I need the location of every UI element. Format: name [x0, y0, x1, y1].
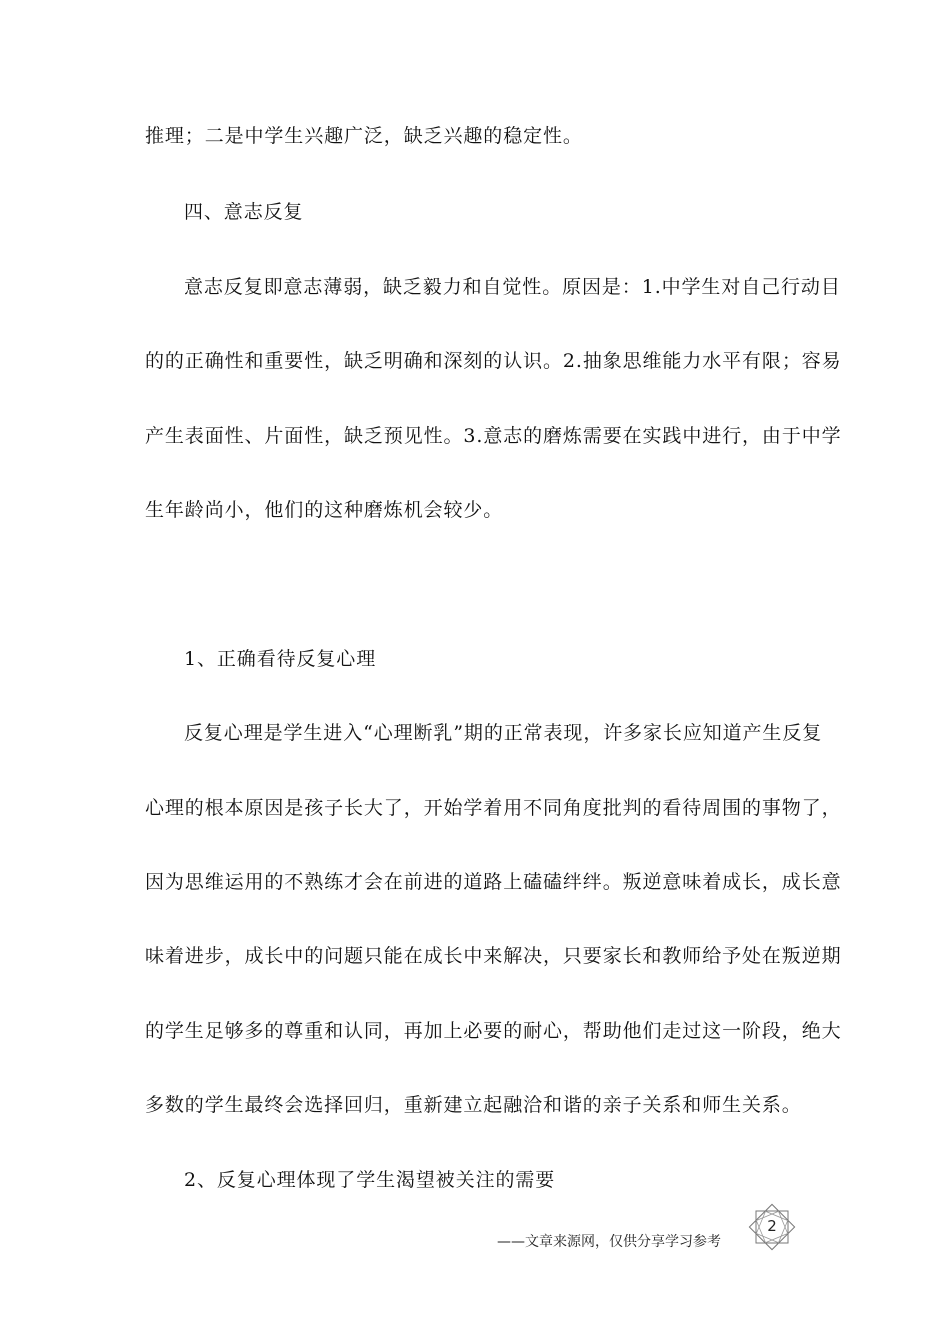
section-heading: 四、意志反复: [184, 201, 304, 223]
paragraph-line: 的的正确性和重要性，缺乏明确和深刻的认识。2.抽象思维能力水平有限；容易: [145, 350, 842, 372]
paragraph-line: 产生表面性、片面性，缺乏预见性。3.意志的磨炼需要在实践中进行，由于中学: [145, 425, 842, 447]
subsection-heading: 2、反复心理体现了学生渴望被关注的需要: [184, 1169, 556, 1191]
paragraph-line: 意志反复即意志薄弱，缺乏毅力和自觉性。原因是：1.中学生对自己行动目: [184, 276, 841, 298]
paragraph-line: 心理的根本原因是孩子长大了，开始学着用不同角度批判的看待周围的事物了，: [145, 797, 842, 819]
paragraph-line: 反复心理是学生进入“心理断乳”期的正常表现，许多家长应知道产生反复: [184, 722, 823, 744]
paragraph-line: 多数的学生最终会选择回归，重新建立起融洽和谐的亲子关系和师生关系。: [145, 1094, 802, 1116]
paragraph-line: 生年龄尚小，他们的这种磨炼机会较少。: [145, 499, 504, 521]
page-number: 2: [767, 1217, 777, 1235]
paragraph-line: 味着进步，成长中的问题只能在成长中来解决，只要家长和教师给予处在叛逆期: [145, 945, 842, 967]
paragraph-line: 因为思维运用的不熟练才会在前进的道路上磕磕绊绊。叛逆意味着成长，成长意: [145, 871, 842, 893]
page-number-badge: [748, 1203, 796, 1251]
subsection-heading: 1、正确看待反复心理: [184, 648, 377, 670]
paragraph-line: 推理；二是中学生兴趣广泛，缺乏兴趣的稳定性。: [145, 125, 583, 147]
footer-source-note: ——文章来源网，仅供分享学习参考: [497, 1234, 721, 1250]
paragraph-line: 的学生足够多的尊重和认同，再加上必要的耐心，帮助他们走过这一阶段，绝大: [145, 1020, 842, 1042]
